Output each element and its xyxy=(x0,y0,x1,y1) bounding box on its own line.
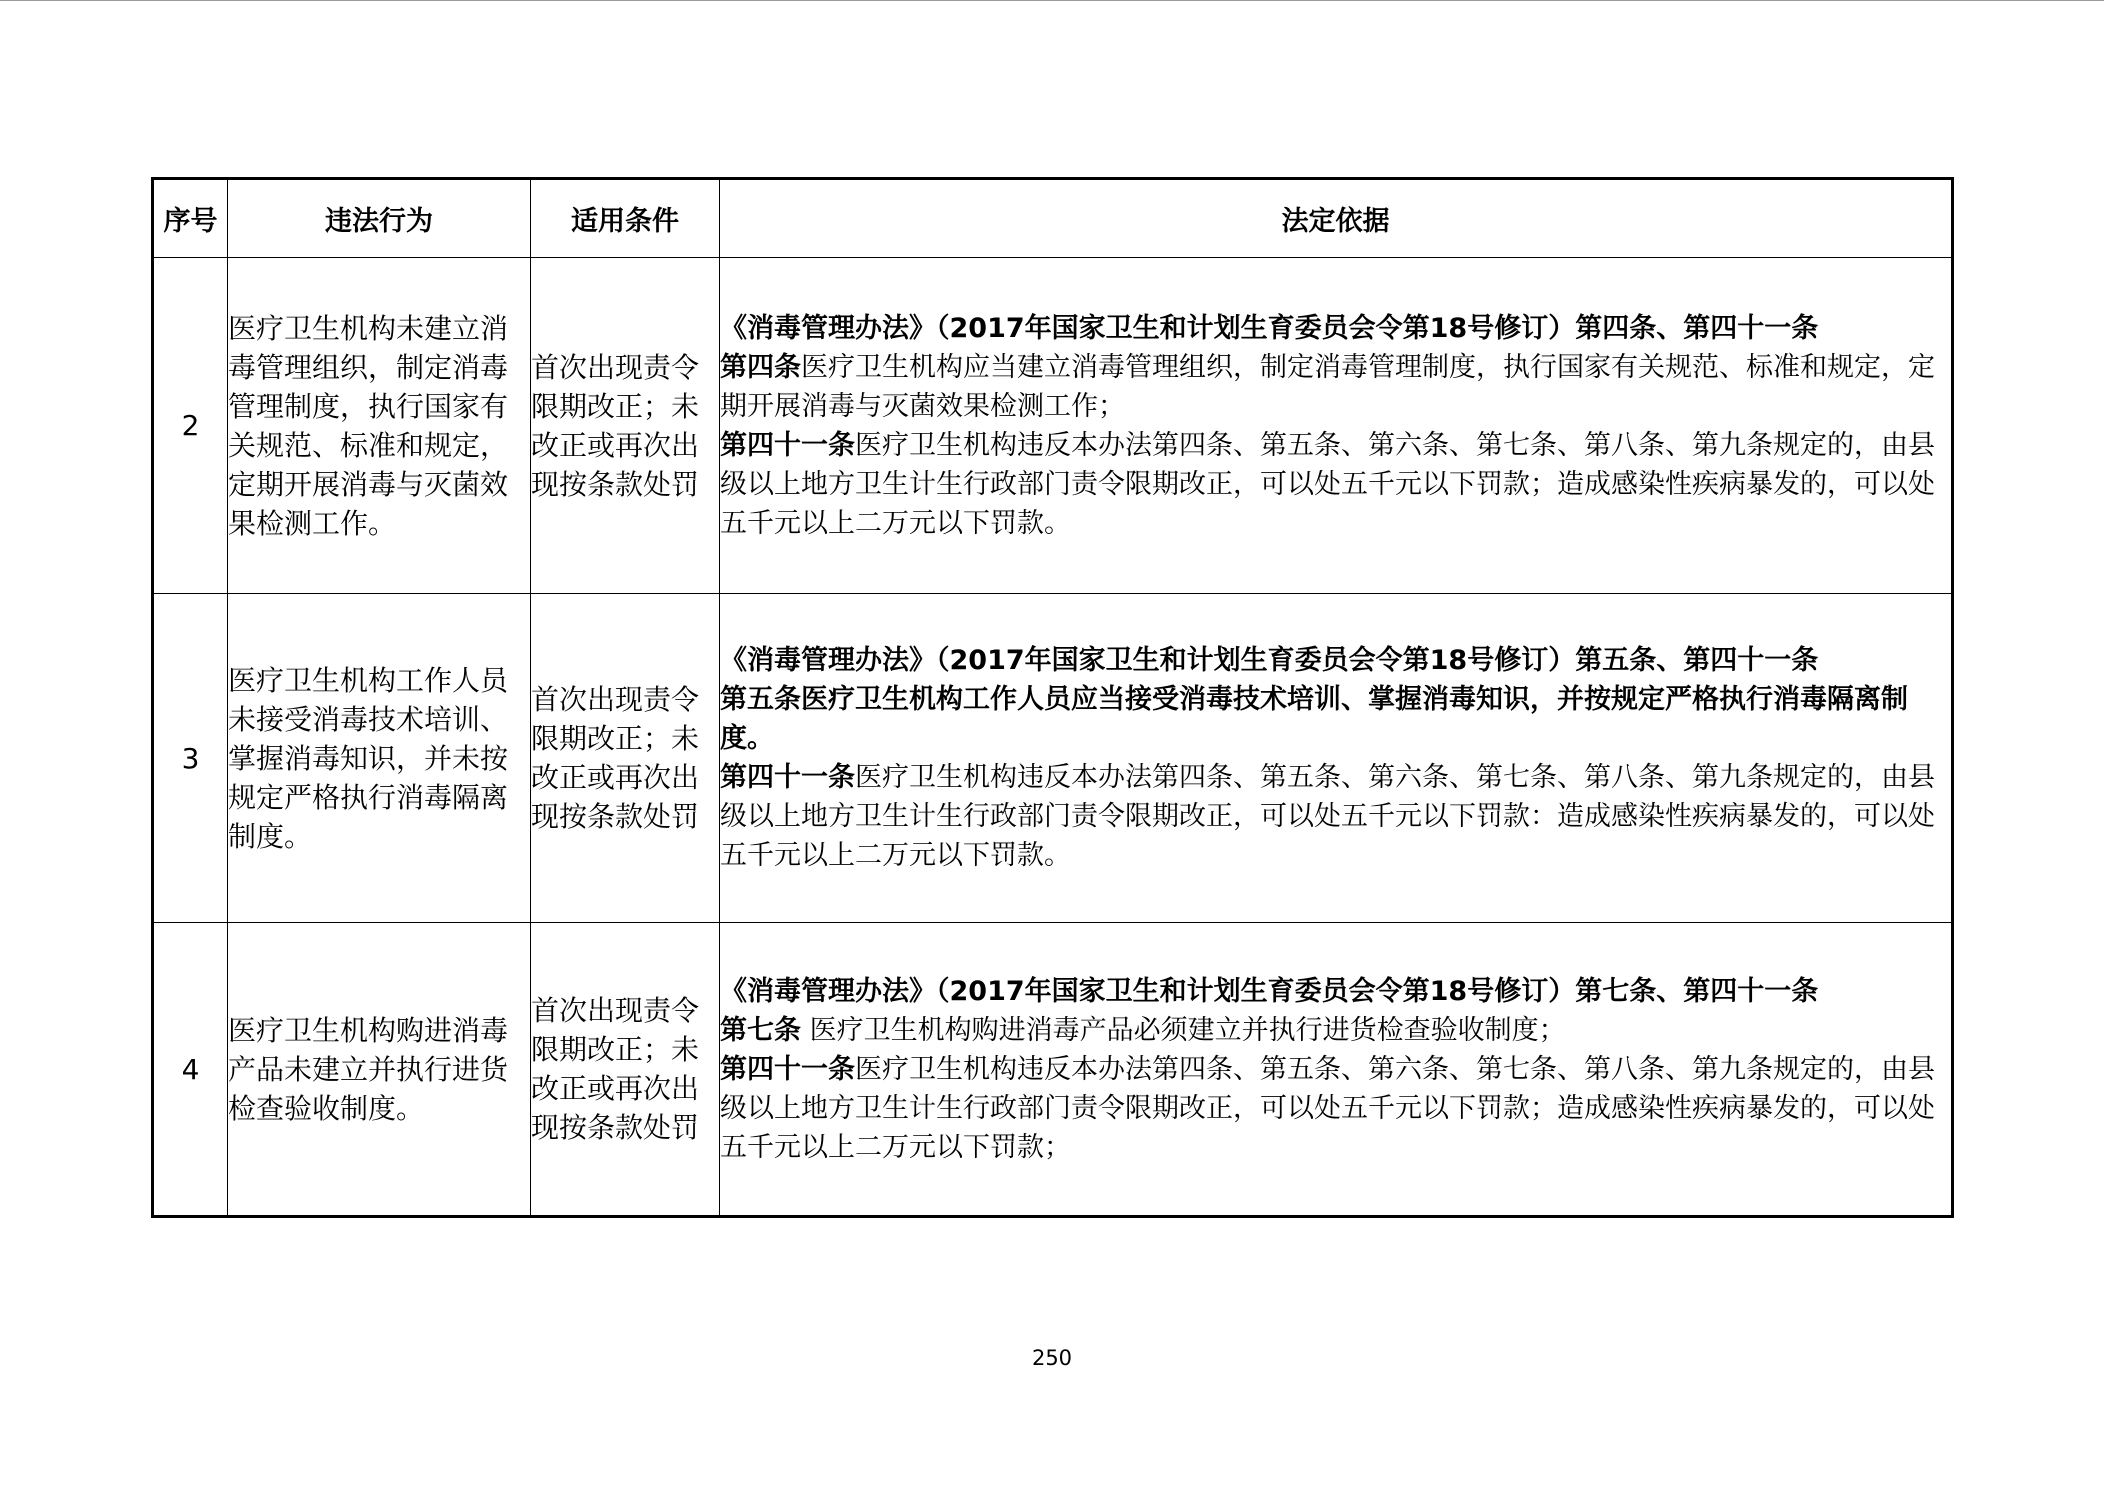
violation-act: 医疗卫生机构工作人员未接受消毒技术培训、掌握消毒知识，并未按规定严格执行消毒隔离制度。 xyxy=(228,594,531,923)
basis-title: 《消毒管理办法》（2017年国家卫生和计划生育委员会令第18号修订）第七条、第四十一条 xyxy=(720,975,1819,1007)
article-text: 医疗卫生机构工作人员应当接受消毒技术培训、掌握消毒知识，并按规定严格执行消毒隔离制度。 xyxy=(720,684,1908,754)
basis-title: 《消毒管理办法》（2017年国家卫生和计划生育委员会令第18号修订）第五条、第四十一条 xyxy=(720,645,1819,676)
article-text: 医疗卫生机构应当建立消毒管理组织，制定消毒管理制度，执行国家有关规范、标准和规定，定期开展消毒与灭菌效果检测工作； xyxy=(720,351,1935,422)
article-block xyxy=(720,348,1951,426)
applicable-condition: 首次出现责令限期改正；未改正或再次出现按条款处罚 xyxy=(531,258,720,594)
legal-basis xyxy=(720,923,1953,1217)
legal-basis xyxy=(720,594,1953,923)
article-block xyxy=(720,426,1951,543)
article-block xyxy=(720,680,1951,758)
basis-title: 《消毒管理办法》（2017年国家卫生和计划生育委员会令第18号修订）第四条、第四十一条 xyxy=(720,312,1819,344)
header-act: 违法行为 xyxy=(228,179,531,258)
article-text: 医疗卫生机构违反本办法第四条、第五条、第六条、第七条、第八条、第九条规定的，由县级以上地方卫生计生行政部门责令限期改正，可以处五千元以下罚款；造成感染性疾病暴发的，可以处五千元以上二万元以下罚款。 xyxy=(720,429,1935,539)
article-block xyxy=(720,1011,1951,1050)
header-basis: 法定依据 xyxy=(720,179,1953,258)
table-row xyxy=(153,594,1953,923)
legal-basis xyxy=(720,258,1953,594)
article-label: 第四十一条 xyxy=(720,429,855,461)
table-header-row xyxy=(153,179,1953,258)
page-top-rule xyxy=(0,0,2104,1)
article-label: 第四条 xyxy=(720,351,801,383)
article-label: 第四十一条 xyxy=(720,1053,855,1085)
article-text: 医疗卫生机构违反本办法第四条、第五条、第六条、第七条、第八条、第九条规定的，由县级以上地方卫生计生行政部门责令限期改正，可以处五千元以下罚款；造成感染性疾病暴发的，可以处五千元以上二万元以下罚款； xyxy=(720,1053,1935,1163)
applicable-condition: 首次出现责令限期改正；未改正或再次出现按条款处罚 xyxy=(531,923,720,1217)
row-number: 4 xyxy=(153,923,228,1217)
header-cond: 适用条件 xyxy=(531,179,720,258)
page-number: 250 xyxy=(1031,1346,1073,1370)
violation-act: 医疗卫生机构未建立消毒管理组织，制定消毒管理制度，执行国家有关规范、标准和规定，定期开展消毒与灭菌效果检测工作。 xyxy=(228,258,531,594)
article-block xyxy=(720,1050,1951,1167)
violation-act: 医疗卫生机构购进消毒产品未建立并执行进货检查验收制度。 xyxy=(228,923,531,1217)
article-label: 第四十一条 xyxy=(720,762,855,793)
applicable-condition: 首次出现责令限期改正；未改正或再次出现按条款处罚 xyxy=(531,594,720,923)
table-row xyxy=(153,923,1953,1217)
row-number: 3 xyxy=(153,594,228,923)
header-no: 序号 xyxy=(153,179,228,258)
row-number: 2 xyxy=(153,258,228,594)
table-row xyxy=(153,258,1953,594)
penalty-table xyxy=(151,177,1954,1218)
article-text: 医疗卫生机构违反本办法第四条、第五条、第六条、第七条、第八条、第九条规定的，由县级以上地方卫生计生行政部门责令限期改正，可以处五千元以下罚款：造成感染性疾病暴发的，可以处五千元以上二万元以下罚款。 xyxy=(720,762,1935,871)
article-label: 第七条 xyxy=(720,1014,801,1046)
article-label: 第五条 xyxy=(720,684,801,715)
article-block xyxy=(720,758,1951,875)
article-text: 医疗卫生机构购进消毒产品必须建立并执行进货检查验收制度； xyxy=(801,1014,1566,1046)
